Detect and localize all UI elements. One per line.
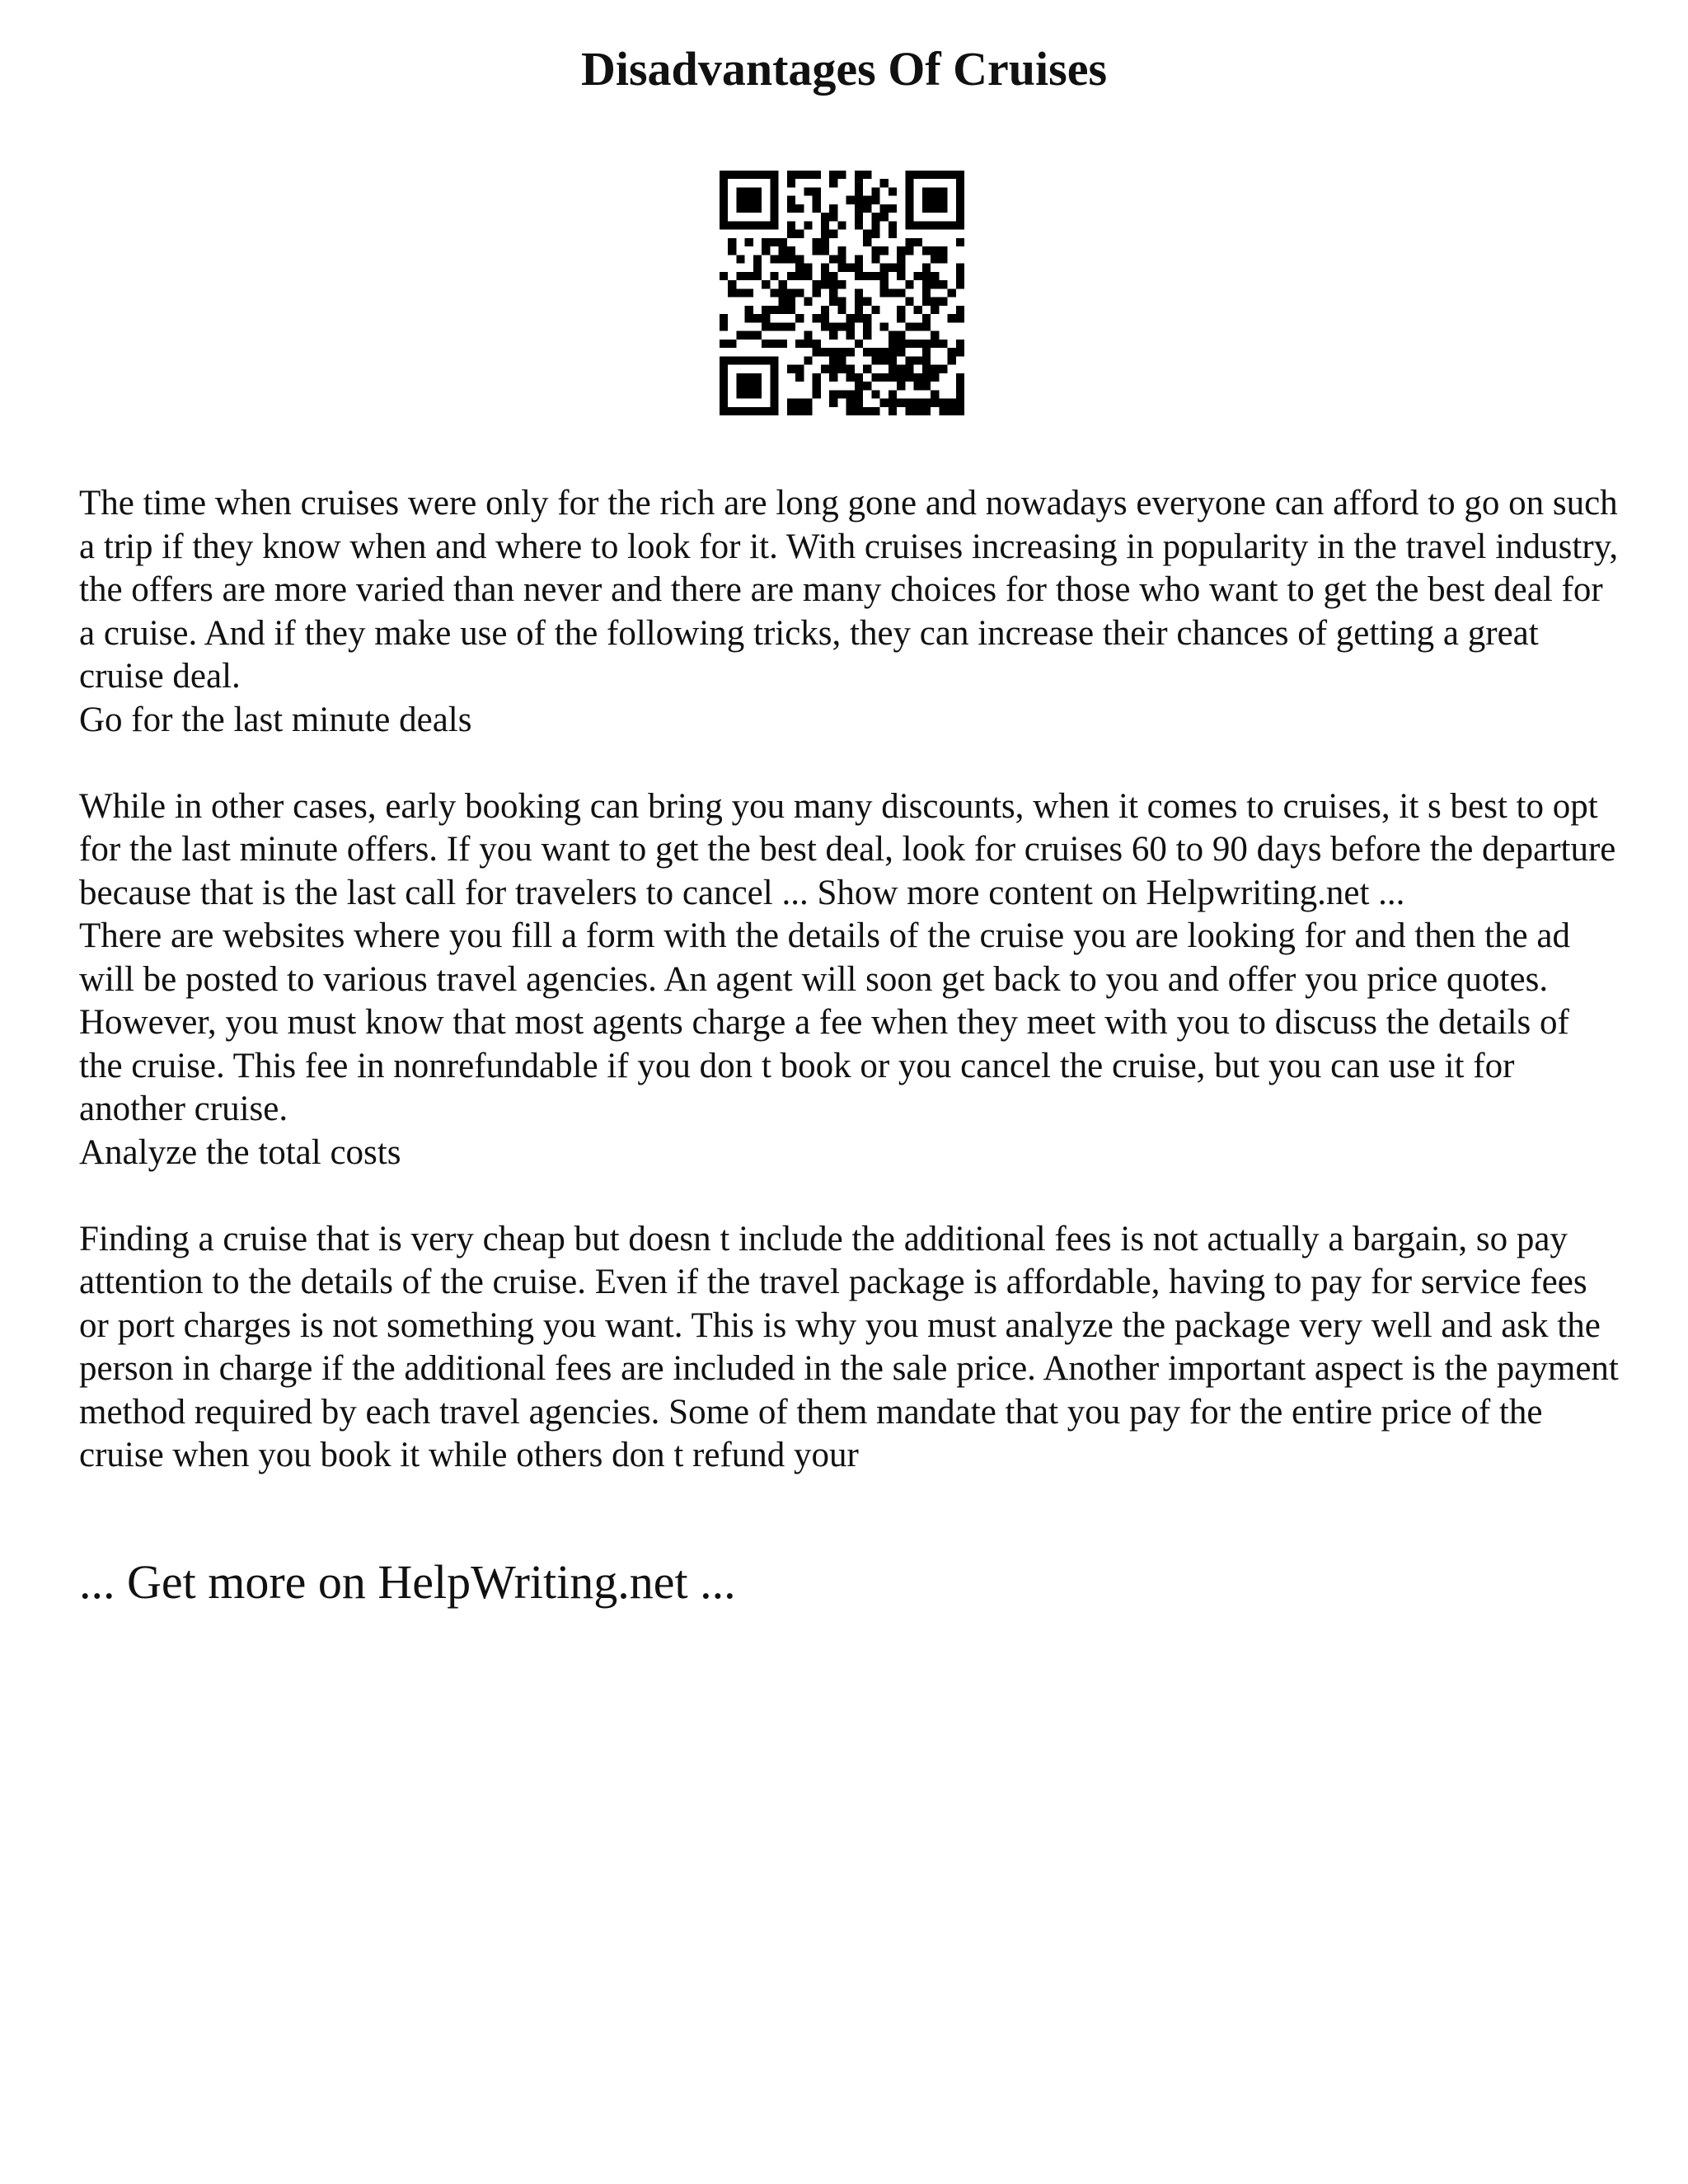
paragraph-total-costs: Finding a cruise that is very cheap but doesn t include the additional fees is not actually a bargain, so pay attention to the details of the cruise. Even if the travel package is affordable, having to pay for service fees or port charges is not something you want. This is why you must analyze the package very well and ask the person in charge if the additional fees are included in the sale price. Another important aspect is the payment method required by each travel agencies. Some of them mandate that you pay for the entire price of the cruise when you book it while others don t refund your <box>79 1219 1619 1474</box>
article-body <box>79 482 1620 1478</box>
heading-last-minute-deals: Go for the last minute deals <box>79 700 472 739</box>
paragraph-intro: The time when cruises were only for the rich are long gone and nowadays everyone can afford to go on such a trip if they know when and where to look for it. With cruises increasing in popularity in the travel industry, the offers are more varied than never and there are many choices for those who want to get the best deal for a cruise. And if they make use of the following tricks, they can increase their chances of getting a great cruise deal. <box>79 484 1619 696</box>
paragraph-spacer <box>79 1174 1620 1218</box>
paragraph-websites: There are websites where you fill a form with the details of the cruise you are looking for and then the ad will be posted to various travel agencies. An agent will soon get back to you and offer you price quotes. However, you must know that most agents charge a fee when they meet with you to discuss the details of the cruise. This fee in nonrefundable if you don t book or you cancel the cruise, but you can use it for another cruise. <box>79 916 1570 1128</box>
page-title: Disadvantages Of Cruises <box>580 42 1108 96</box>
get-more-link[interactable]: ... Get more on HelpWriting.net ... <box>79 1555 736 1609</box>
paragraph-last-minute: While in other cases, early booking can bring you many discounts, when it comes to cruises, it s best to opt for the last minute offers. If you want to get the best deal, look for cruises 60 to 90 days before the departure because that is the last call for travelers to cancel ... Show more content on Helpwriting.net ... <box>79 786 1616 912</box>
qr-code-icon <box>720 171 964 415</box>
heading-total-costs: Analyze the total costs <box>79 1132 401 1172</box>
paragraph-spacer <box>79 742 1620 785</box>
